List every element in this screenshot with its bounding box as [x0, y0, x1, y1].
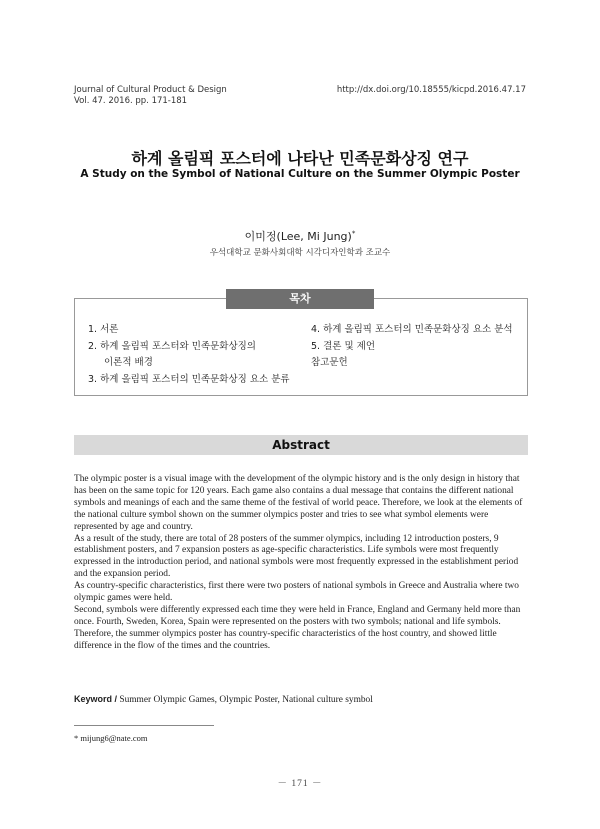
journal-name: Journal of Cultural Product & Design — [74, 85, 227, 95]
page-number: － 171 － — [277, 779, 323, 789]
toc-column-left — [88, 322, 290, 388]
abstract-paragraph: Second, symbols were differently expressed each time they were held in France, England and Germany held more than once. Fourth, Sweden, Korea, Spain were represented on the posters with two symbols; national and life symbols. — [74, 604, 521, 627]
title-english: A Study on the Symbol of National Culture on the Summer Olympic Poster — [80, 168, 520, 180]
abstract-heading: Abstract — [74, 435, 528, 455]
author-name — [0, 228, 600, 244]
abstract-paragraph: The olympic poster is a visual image with the development of the olympic history and is the only design in history that has been on the same topic for 120 years. Each game also contains a dual message that contains the different national symbols and meanings of each and the same theme of the festival of world peace. Therefore, we look at the elements of the national culture symbol shown on the summer olympics poster and tries to see what symbol elements were represented by age and country. — [74, 474, 523, 532]
footnote-email: * mijung6@nate.com — [74, 733, 148, 743]
abstract-paragraph: Therefore, the summer olympics poster has country-specific characteristics of the host country, and showed little difference in the flow of the times and the countries. — [74, 628, 497, 651]
footnote-divider — [74, 725, 214, 726]
toc-item-2-cont: 이론적 배경 — [104, 357, 153, 368]
toc-item-1: 1. 서론 — [88, 324, 119, 335]
toc-item-3: 3. 하계 올림픽 포스터의 민족문화상징 요소 분류 — [88, 373, 290, 385]
journal-header — [74, 85, 227, 107]
journal-volume: Vol. 47. 2016. pp. 171-181 — [74, 96, 188, 106]
toc-column-right — [311, 322, 513, 372]
author-affiliation: 우석대학교 문화사회대학 시각디자인학과 조교수 — [209, 248, 391, 258]
abstract-paragraph: As country-specific characteristics, first there were two posters of national symbols in Greece and Australia where two olympic games were held. — [74, 581, 519, 604]
doi-link[interactable]: http://dx.doi.org/10.18555/kicpd.2016.47.17 — [336, 85, 526, 95]
keyword-label: Keyword / — [74, 694, 118, 704]
toc-item-2: 2. 하계 올림픽 포스터와 민족문화상징의 — [88, 340, 256, 352]
toc-heading: 목차 — [226, 289, 374, 309]
author-footnote-mark: * — [351, 229, 356, 238]
author-name-text: 이미정(Lee, Mi Jung) — [244, 230, 352, 243]
keyword-text: Summer Olympic Games, Olympic Poster, National culture symbol — [117, 695, 373, 705]
keywords — [74, 694, 534, 705]
title-korean: 하계 올림픽 포스터에 나타난 민족문화상징 연구 — [131, 149, 469, 168]
toc-item-5: 5. 결론 및 제언 — [311, 340, 376, 352]
toc-item-references: 참고문헌 — [311, 357, 348, 368]
abstract-body — [74, 474, 530, 653]
abstract-paragraph: As a result of the study, there are total of 28 posters of the summer olympics, including 12 introduction posters, 9 establishment posters, and 7 expansion posters as age-specific characteristics. Life symbols were most frequently expressed in the introduction period, and national symbols were most frequently expressed in the establishment period and the expansion period. — [74, 533, 519, 580]
toc-item-4: 4. 하계 올림픽 포스터의 민족문화상징 요소 분석 — [311, 324, 513, 335]
